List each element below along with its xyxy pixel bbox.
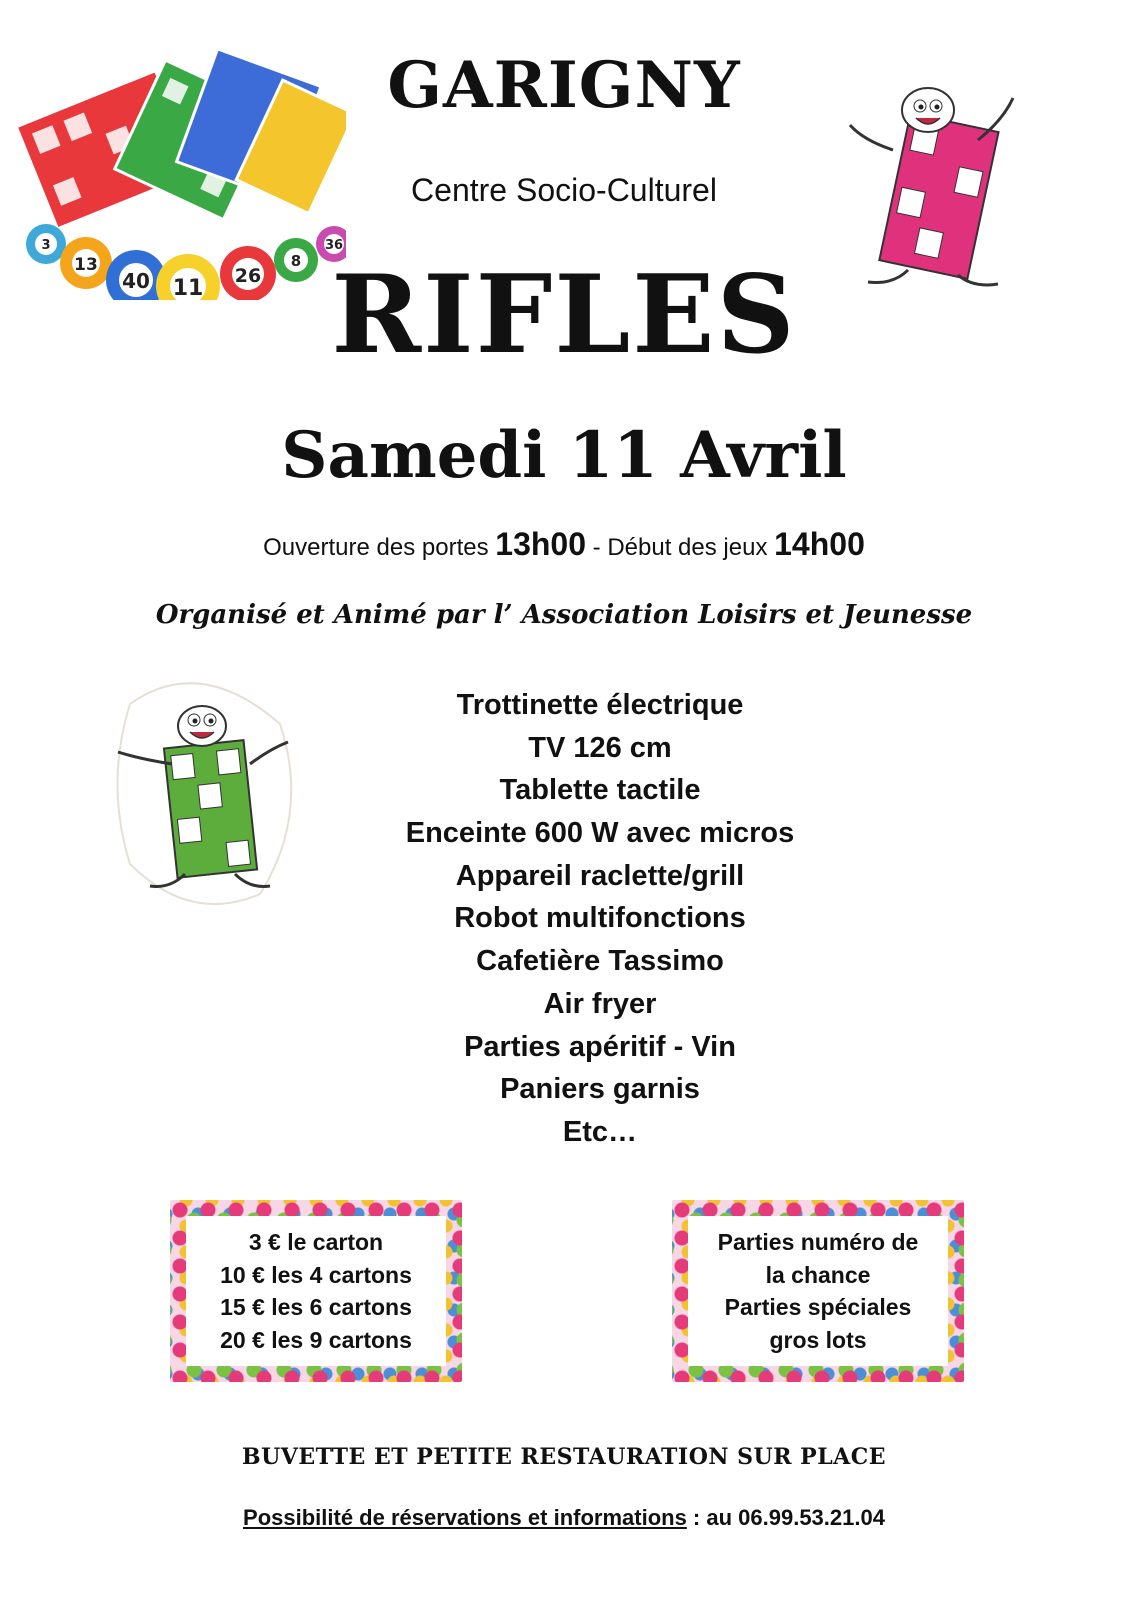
- contact-separator: : au: [686, 1505, 739, 1530]
- prize-item: Etc…: [562, 1115, 638, 1148]
- green-mascot-illustration: [110, 664, 298, 918]
- event-title: RIFLES: [331, 252, 797, 378]
- separator: -: [592, 534, 601, 561]
- prize-item: TV 126 cm: [528, 731, 672, 764]
- prize-item: Air fryer: [543, 987, 657, 1020]
- prize-item: Enceinte 600 W avec micros: [405, 817, 795, 850]
- prize-item: Tablette tactile: [499, 774, 701, 807]
- ball-number: 26: [234, 265, 262, 287]
- doors-label: Ouverture des portes: [263, 534, 489, 561]
- price-line: 20 € les 9 cartons: [220, 1326, 412, 1353]
- prize-item: Parties apéritif - Vin: [464, 1030, 736, 1063]
- ball-number: 40: [122, 269, 150, 293]
- special-line: gros lots: [769, 1326, 867, 1353]
- reservation-label: Possibilité de réservations et informations: [243, 1505, 687, 1530]
- games-label: Début des jeux: [607, 534, 768, 561]
- town-name: GARIGNY: [387, 48, 741, 123]
- special-line: la chance: [765, 1261, 871, 1288]
- ball-number: 11: [172, 276, 204, 300]
- organizer-line: Organisé et Animé par l’ Association Loisirs et Jeunesse: [155, 600, 973, 630]
- prize-item: Trottinette électrique: [456, 689, 744, 721]
- contact-line: [0, 1505, 1128, 1531]
- price-line: 10 € les 4 cartons: [220, 1261, 412, 1288]
- prize-item: Cafetière Tassimo: [476, 945, 724, 978]
- ball-number: 36: [324, 238, 344, 253]
- prize-item: Paniers garnis: [500, 1073, 700, 1106]
- specials-box: [672, 1200, 964, 1382]
- special-line: Parties numéro de: [717, 1229, 919, 1255]
- special-line: Parties spéciales: [724, 1294, 912, 1320]
- event-date: Samedi 11 Avril: [281, 418, 847, 493]
- venue-name: Centre Socio-Culturel: [411, 172, 717, 208]
- phone-number[interactable]: 06.99.53.21.04: [738, 1505, 885, 1530]
- prize-item: Appareil raclette/grill: [455, 859, 745, 892]
- prize-list: [280, 684, 920, 1154]
- refreshments-notice: BUVETTE ET PETITE RESTAURATION SUR PLACE: [241, 1444, 887, 1470]
- ball-number: 13: [74, 255, 98, 275]
- games-time: 14h00: [774, 526, 865, 562]
- ball-number: 3: [41, 238, 51, 253]
- opening-hours: [0, 526, 1128, 563]
- ball-number: 8: [290, 252, 302, 270]
- prize-item: Robot multifonctions: [454, 902, 746, 935]
- price-line: 15 € les 6 cartons: [220, 1294, 412, 1320]
- doors-time: 13h00: [495, 526, 586, 562]
- pricing-box: [170, 1200, 462, 1382]
- price-line: 3 € le carton: [248, 1229, 384, 1255]
